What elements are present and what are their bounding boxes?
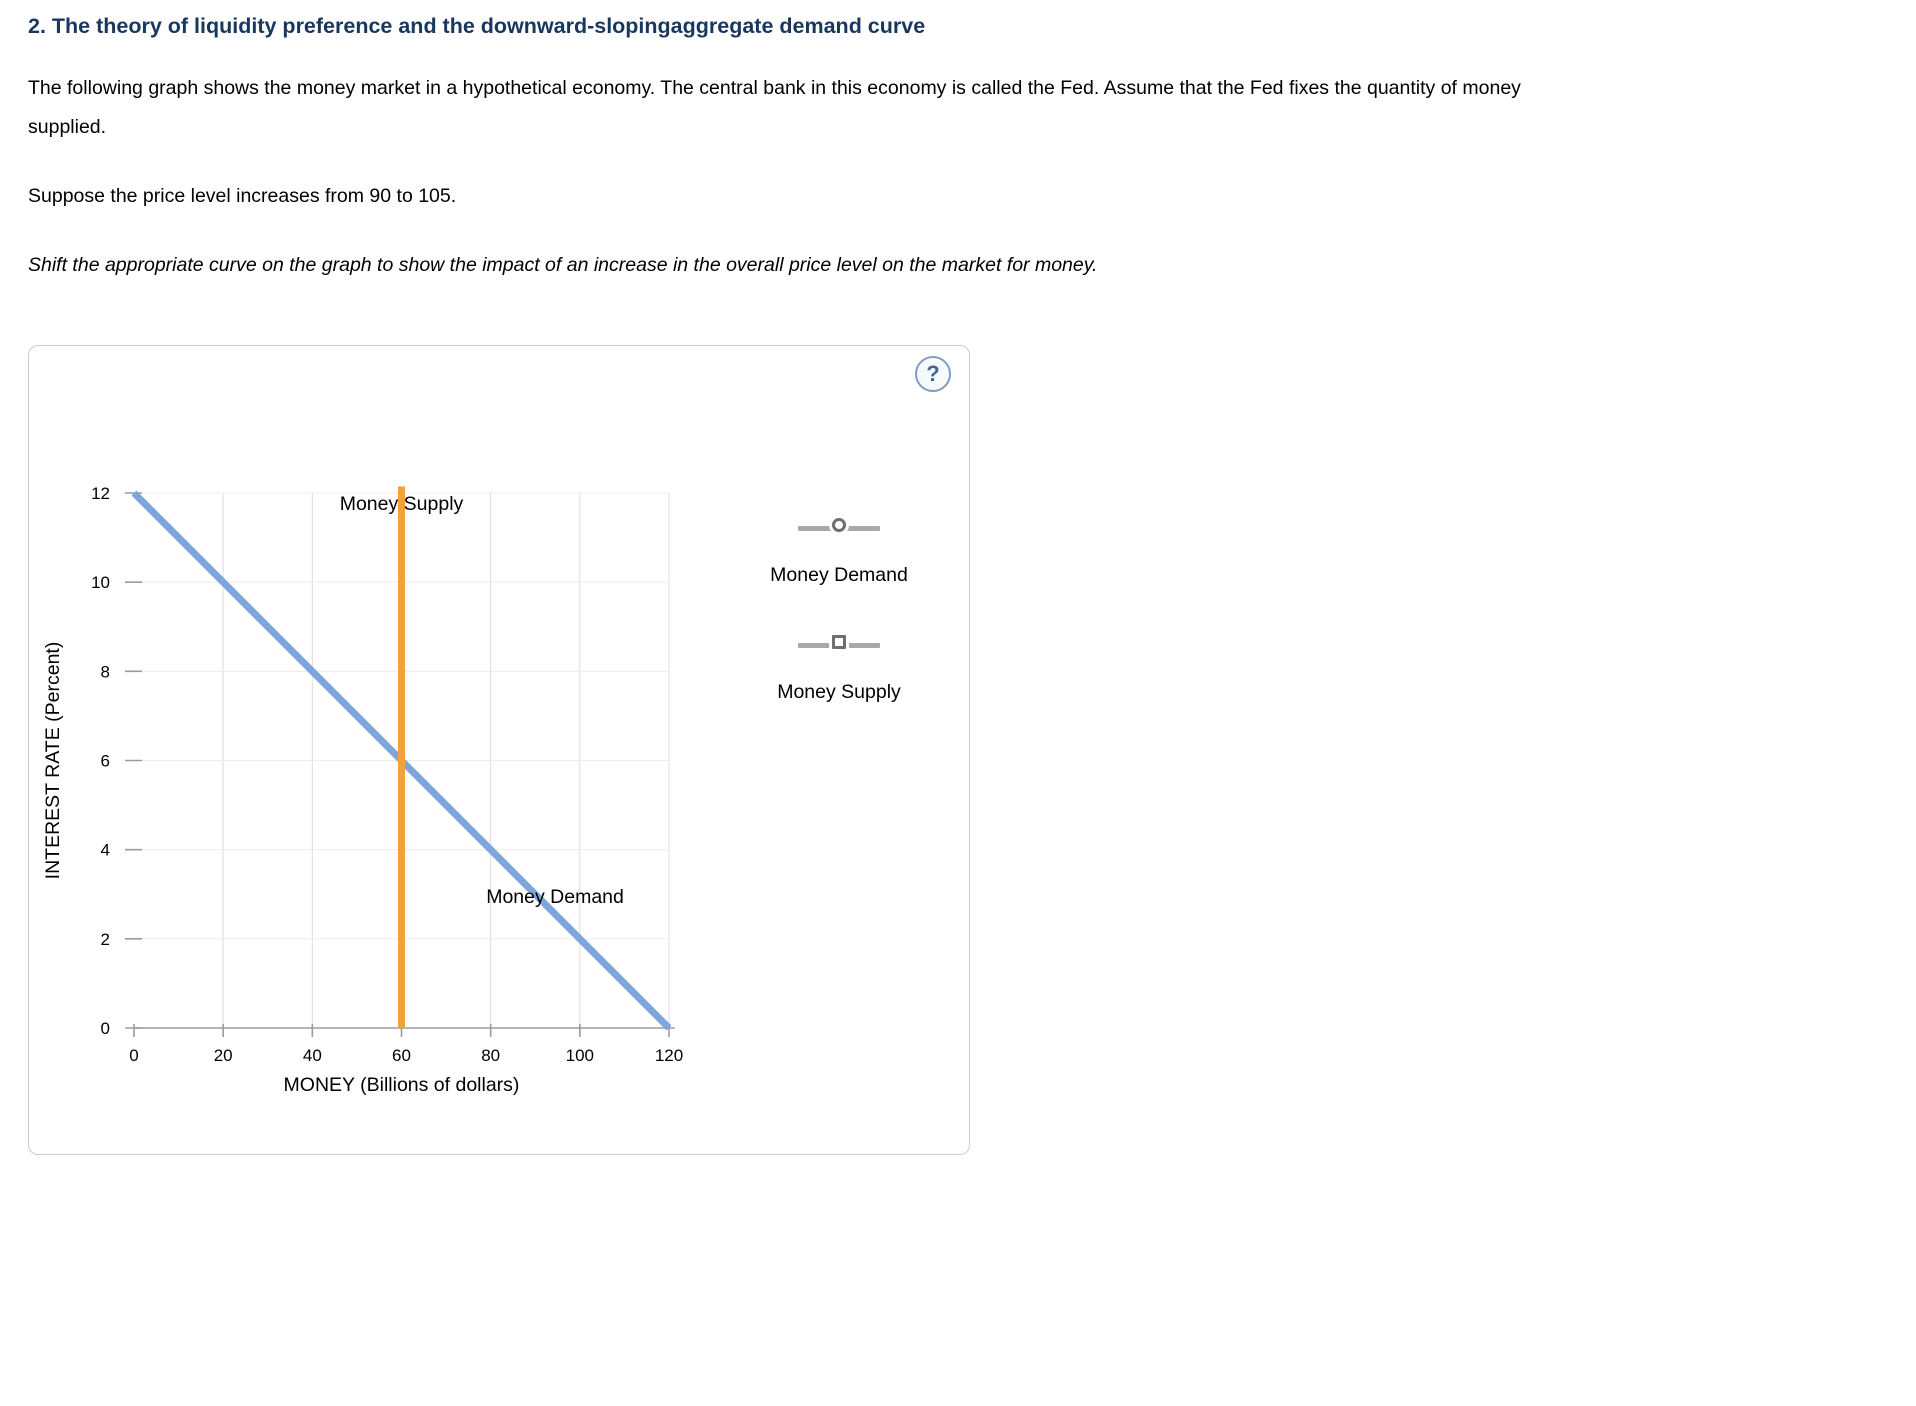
graph-panel <box>28 345 970 1155</box>
y-tick-label: 4 <box>100 840 110 860</box>
instruction-text: Shift the appropriate curve on the graph to show the impact of an increase in the overall price level on the market for money. <box>28 254 1098 276</box>
legend-label-money-supply: Money Supply <box>777 681 901 703</box>
x-tick-label: 60 <box>392 1046 411 1065</box>
chart-legend <box>749 518 929 704</box>
money-supply-curve-label: Money Supply <box>339 492 464 515</box>
x-tick-label: 40 <box>302 1046 322 1065</box>
axes <box>91 484 683 1065</box>
square-marker-icon <box>832 635 846 649</box>
y-axis-title: INTEREST RATE (Percent) <box>42 641 64 880</box>
y-tick-label: 6 <box>100 751 110 771</box>
x-tick-label: 80 <box>481 1046 501 1065</box>
x-tick-label: 0 <box>129 1046 139 1065</box>
money-market-chart <box>29 451 709 1111</box>
y-tick-label: 10 <box>91 573 110 593</box>
x-axis-title: MONEY (Billions of dollars) <box>283 1074 520 1096</box>
intro-paragraph: The following graph shows the money market in a hypothetical economy. The central bank in this economy is called the Fed. Assume that the Fed fixes the quantity of money supplied. <box>28 77 1521 138</box>
y-tick-label: 12 <box>91 484 110 503</box>
scenario-paragraph: Suppose the price level increases from 90 to 105. <box>28 185 457 207</box>
x-tick-label: 100 <box>565 1046 595 1065</box>
circle-marker-icon <box>832 518 846 532</box>
x-tick-label: 120 <box>654 1046 684 1065</box>
legend-label-money-demand: Money Demand <box>770 564 908 586</box>
y-tick-label: 0 <box>100 1019 110 1038</box>
legend-item-money-supply <box>749 635 929 704</box>
x-tick-label: 20 <box>213 1046 233 1065</box>
legend-item-money-demand <box>749 518 929 587</box>
money-demand-drag-handle[interactable] <box>798 518 880 538</box>
y-tick-label: 2 <box>100 929 110 949</box>
help-icon-label: ? <box>926 361 940 386</box>
money-supply-drag-handle[interactable] <box>798 635 880 655</box>
money-demand-curve-label: Money Demand <box>486 886 624 909</box>
section-heading: 2. The theory of liquidity preference and the downward-slopingaggregate demand curve <box>28 14 926 38</box>
help-icon[interactable] <box>915 356 951 392</box>
y-tick-label: 8 <box>100 662 110 682</box>
